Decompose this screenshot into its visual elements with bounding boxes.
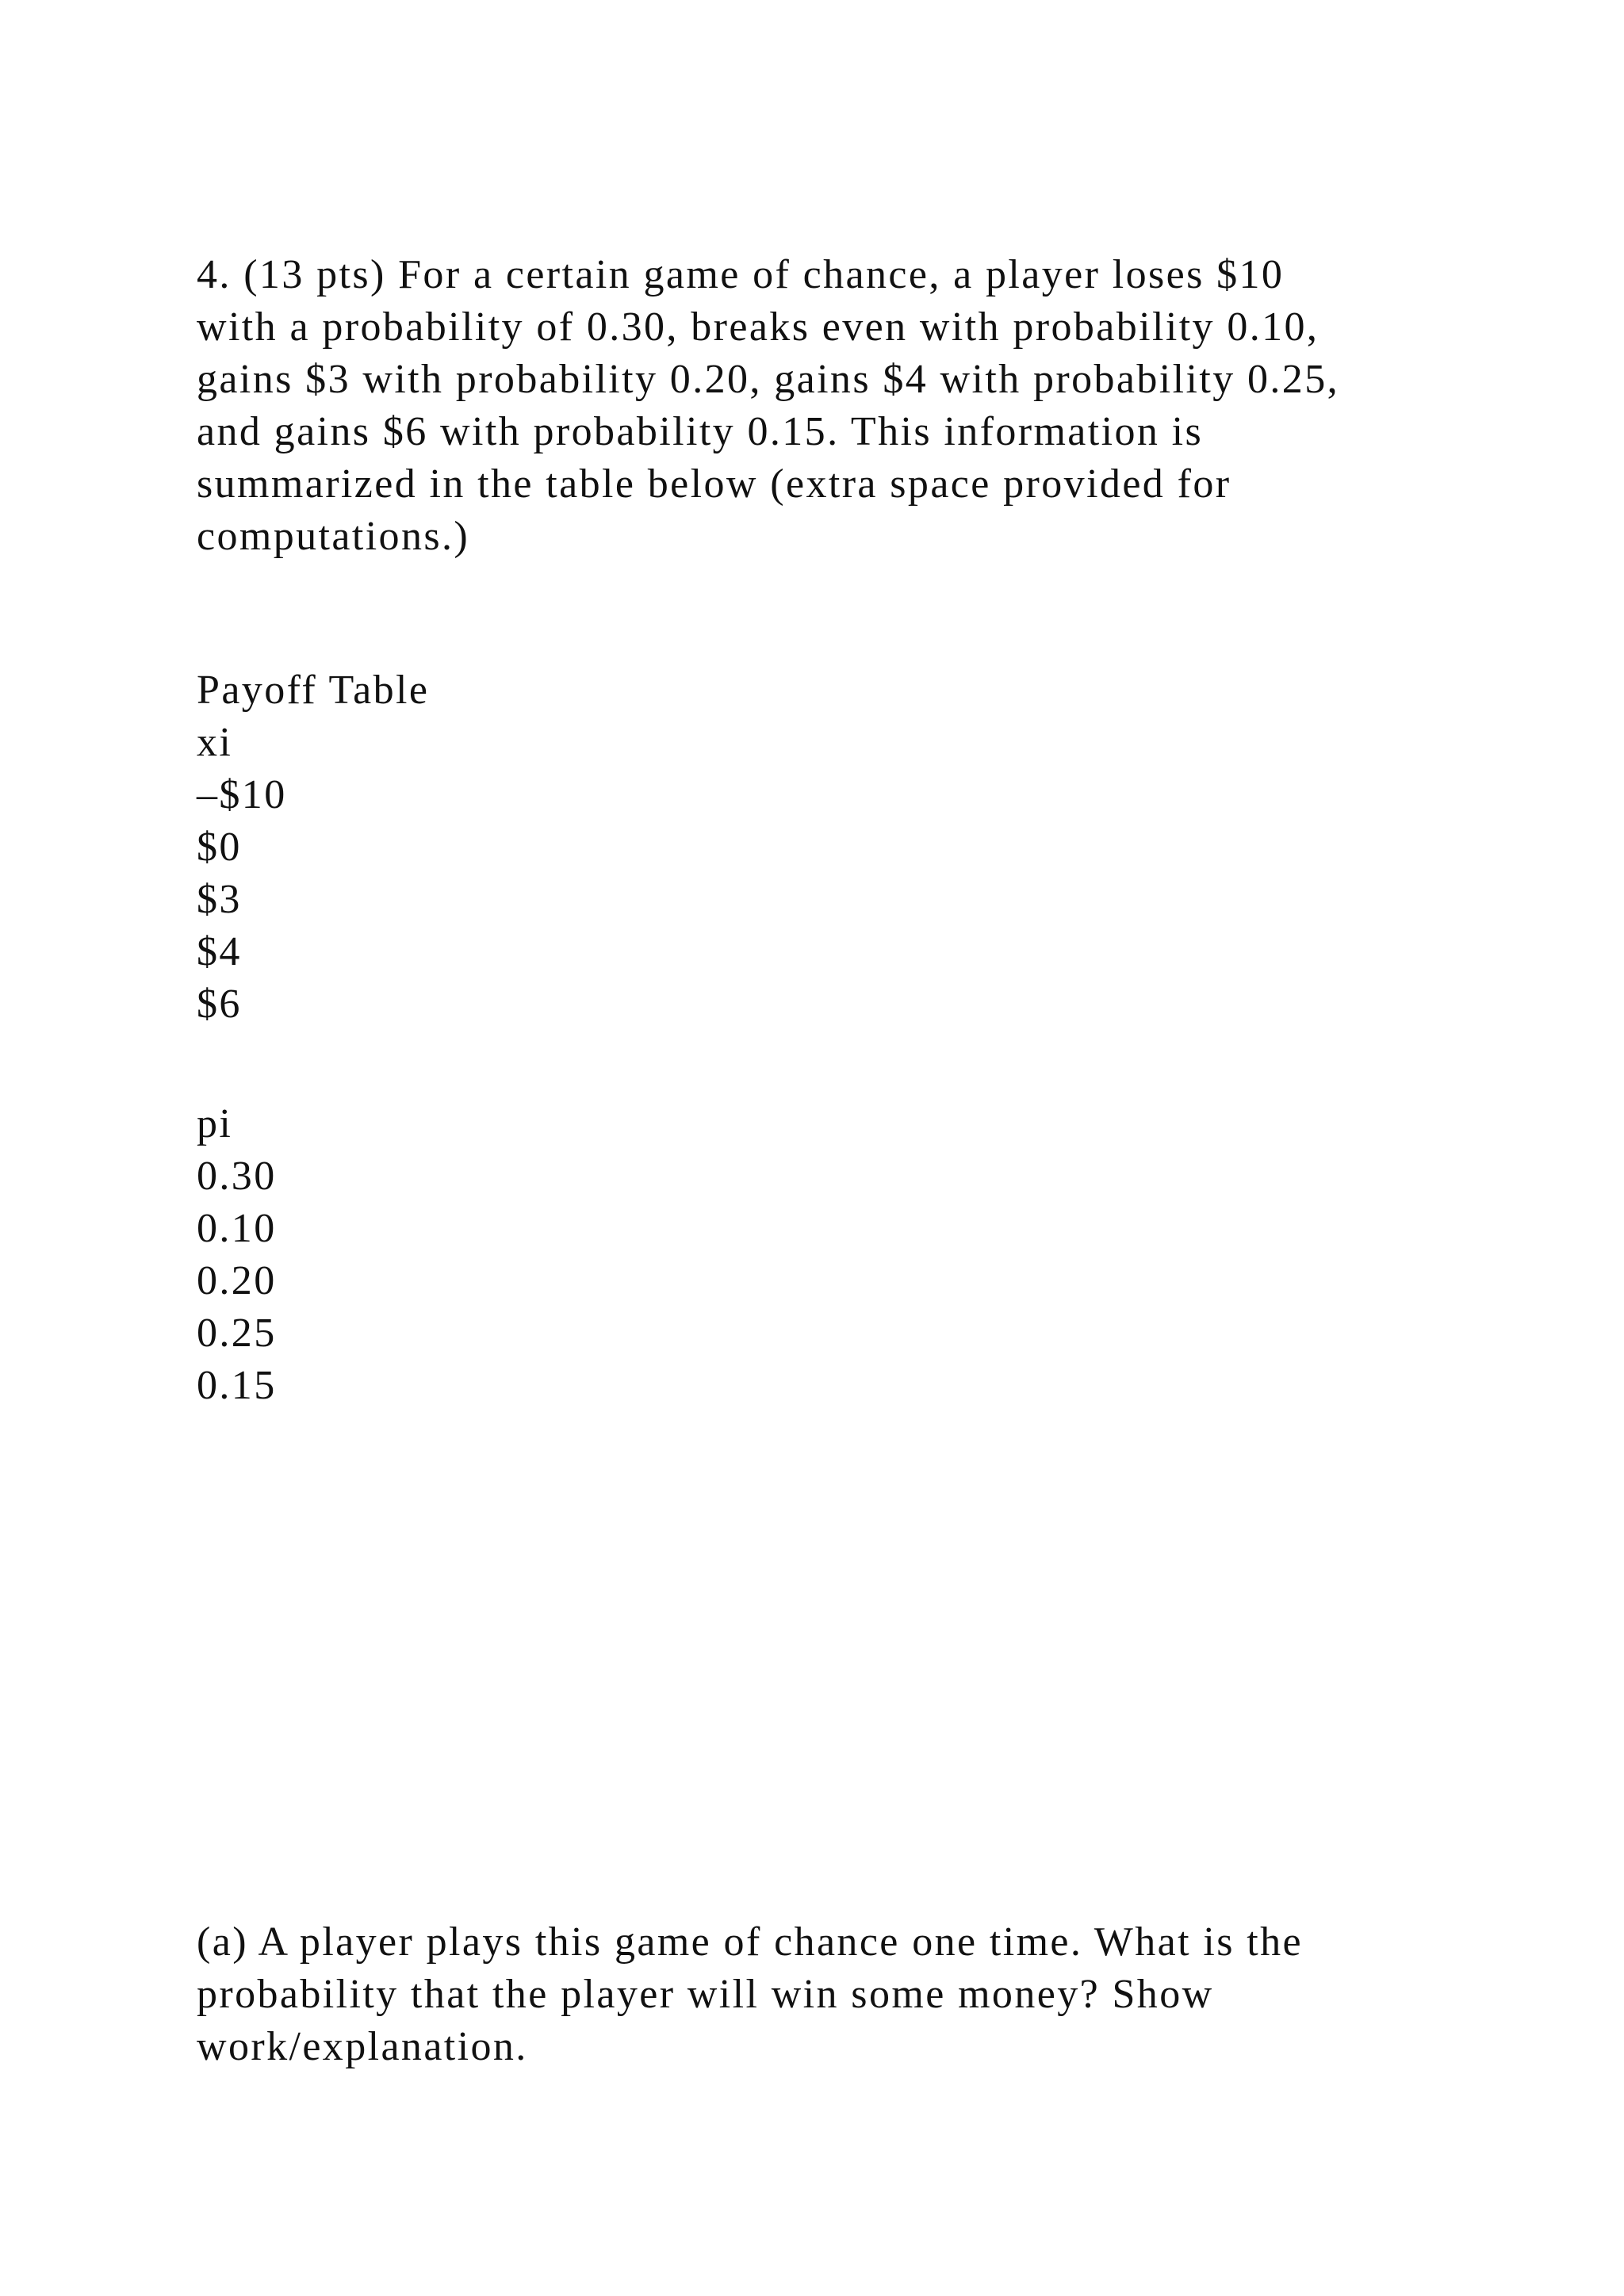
x-value: $3 (197, 877, 242, 922)
p-value: 0.20 (197, 1258, 277, 1303)
x-value: $6 (197, 982, 242, 1027)
question-line: and gains $6 with probability 0.15. This information is (197, 409, 1204, 454)
part-a-line: probability that the player will win some money? Show (197, 1972, 1214, 2017)
part-a-line: (a) A player plays this game of chance one time. What is the (197, 1919, 1303, 1965)
question-line: summarized in the table below (extra space provided for (197, 461, 1231, 507)
payoff-table-title: Payoff Table (197, 668, 430, 713)
p-value: 0.25 (197, 1311, 277, 1356)
question-line: with a probability of 0.30, breaks even with probability 0.10, (197, 304, 1320, 350)
part-a-line: work/explanation. (197, 2024, 528, 2069)
x-value: $0 (197, 825, 242, 870)
x-value: $4 (197, 929, 242, 974)
question-line: gains $3 with probability 0.20, gains $4 with probability 0.25, (197, 357, 1339, 402)
p-value: 0.15 (197, 1363, 277, 1408)
payoff-table-p-column (197, 1098, 1434, 1412)
question-line: 4. (13 pts) For a certain game of chance, a player loses $10 (197, 252, 1285, 297)
question-text (197, 249, 1434, 563)
payoff-table-x-column (197, 664, 1434, 1031)
x-value: –$10 (197, 772, 287, 817)
question-line: computations.) (197, 514, 470, 559)
p-value: 0.30 (197, 1154, 277, 1199)
p-value: 0.10 (197, 1206, 277, 1251)
x-column-header: xi (197, 720, 233, 765)
part-a-question (197, 1916, 1434, 2073)
p-column-header: pi (197, 1101, 233, 1146)
